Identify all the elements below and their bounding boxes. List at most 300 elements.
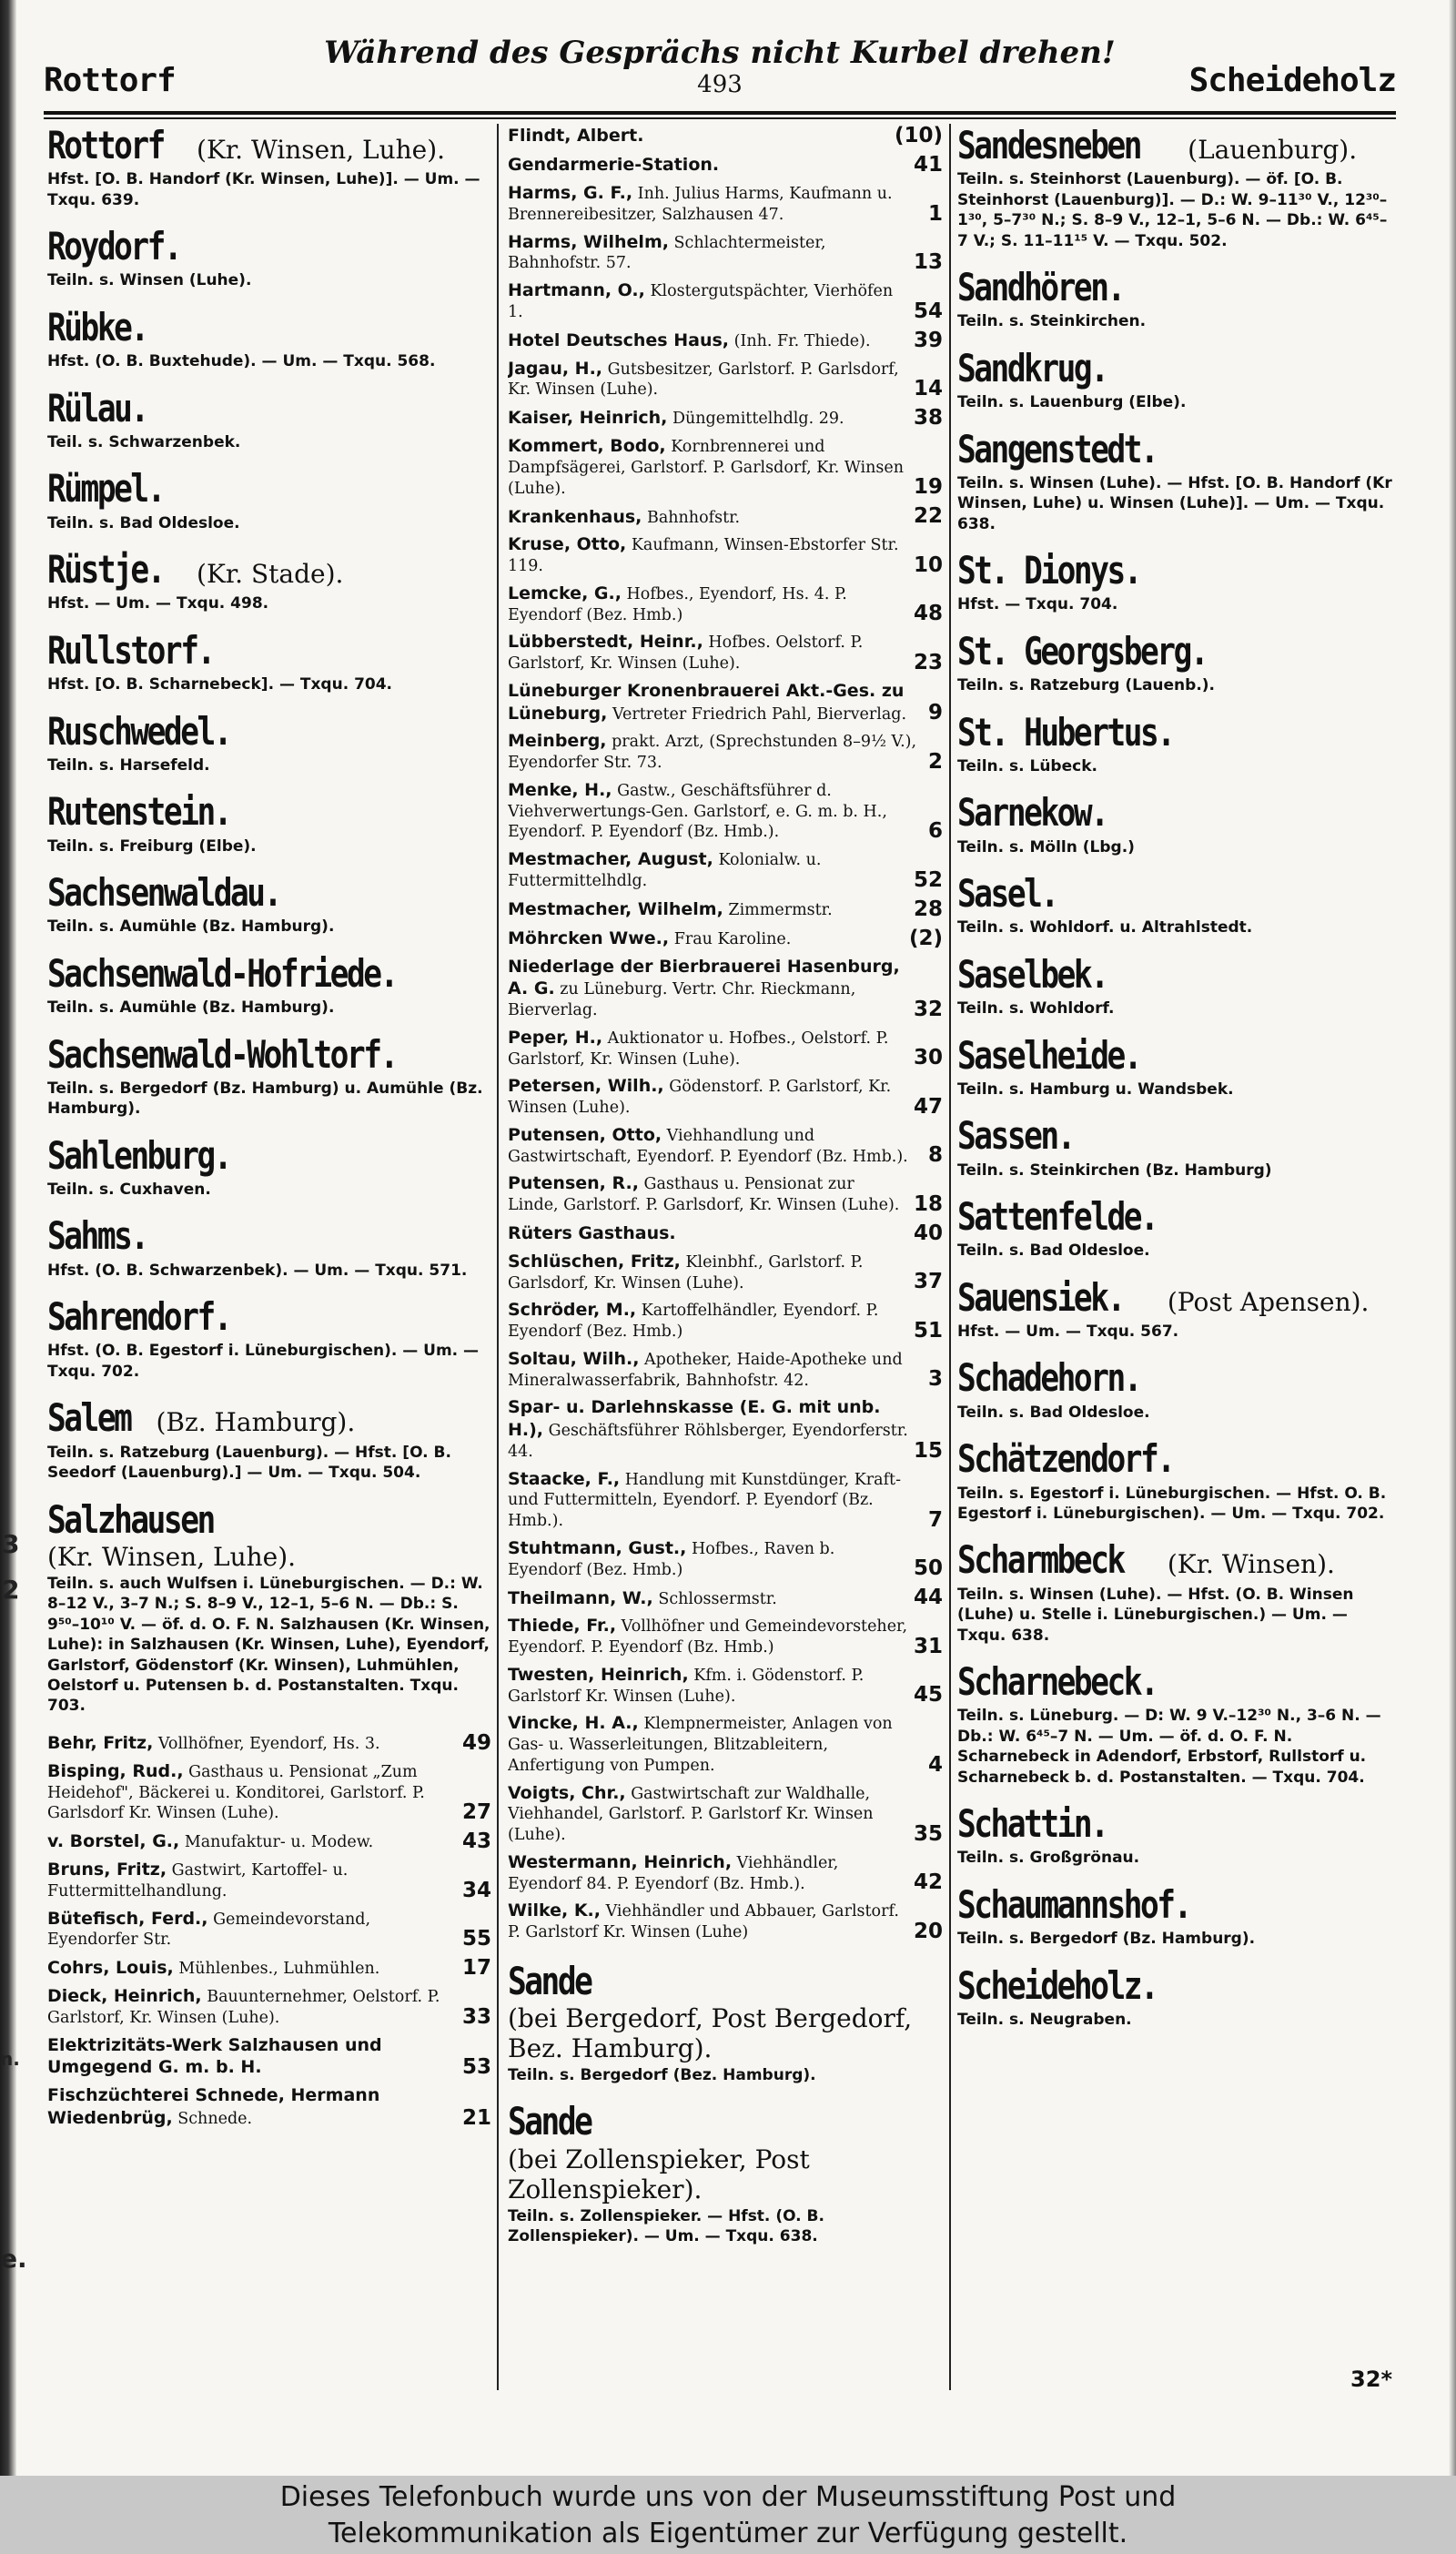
place-entry (47, 387, 491, 453)
phone-number: 10 (913, 552, 943, 577)
place-details: Teiln. s. Egestorf i. Lüneburgischen. — Hfst. O. B. Egestorf i. Lüneburgischen). — Um. — Txqu. 702. (957, 1484, 1387, 1523)
place-details: Hfst. (O. B. Schwarzenbek). — Um. — Txqu. 571. (47, 1261, 468, 1280)
place-name: Sauensiek. (957, 1274, 1124, 1320)
place-details: Teiln. s. Neugraben. (957, 2010, 1132, 2029)
subscriber-name: Harms, Wilhelm, (508, 231, 669, 252)
place-entry (957, 1802, 1396, 1869)
subscriber-name: Krankenhaus, (508, 506, 642, 527)
subscriber-entry (508, 504, 943, 528)
place-entry (47, 1214, 491, 1281)
subscriber-entry (47, 1859, 491, 1902)
place-name: St. Dionys. (957, 548, 1141, 593)
subscriber-text (508, 1124, 923, 1168)
place-entry (957, 1964, 1396, 2031)
phone-number: 51 (913, 1318, 943, 1343)
phone-number: 23 (913, 650, 943, 674)
sheet-number: 32* (1350, 2367, 1392, 2392)
place-entry (957, 791, 1396, 857)
place-heading (957, 1114, 1396, 1158)
archive-notice-line: Telekommunikation als Eigentümer zur Verfügung gestellt. (328, 2518, 1128, 2549)
place-name: Schattin. (957, 1801, 1107, 1847)
subscriber-description: Handlung mit Kunstdünger, Kraft- und Futtermitteln, Eyendorf. P. Eyendorf (Bz. Hmb.). (508, 1470, 901, 1530)
phone-number: 54 (913, 299, 943, 323)
subscriber-name: Petersen, Wilh., (508, 1076, 664, 1097)
place-entry (957, 1356, 1396, 1423)
subscriber-text (508, 631, 908, 674)
place-heading (47, 1498, 491, 1572)
subscriber-name: Bisping, Rud., (47, 1760, 184, 1781)
place-details: Teiln. s. Steinkirchen (Bz. Hamburg) (957, 1160, 1272, 1180)
subscriber-name: Lemcke, G., (508, 583, 622, 603)
place-name: Rutenstein. (47, 789, 231, 835)
subscriber-text (508, 231, 908, 275)
margin-mark: n. (0, 2048, 20, 2070)
place-entry (957, 1660, 1396, 1788)
place-name: Saselheide. (957, 1032, 1141, 1078)
place-heading (957, 872, 1396, 916)
place-entry (47, 124, 491, 210)
place-entry (957, 1034, 1396, 1100)
subscriber-name: Putensen, R., (508, 1173, 639, 1194)
subscriber-description: Schnede. (177, 2109, 253, 2128)
margin-mark: e. (0, 2244, 27, 2274)
place-details: Teil. s. Schwarzenbek. (47, 432, 241, 451)
subscriber-description: Frau Karoline. (673, 929, 792, 948)
subscriber-entry (47, 1908, 491, 1951)
subscriber-entry (508, 1172, 943, 1216)
subscriber-description: Vollhöfner und Gemeindevorsteher, Eyendorf. P. Eyendorf (Bz. Hmb.) (508, 1617, 908, 1657)
subscriber-entry (508, 927, 943, 950)
subscriber-text (508, 848, 908, 892)
subscriber-name: Niederlage der Bierbrauerei Hasenburg, A. G. (508, 956, 900, 999)
place-entry (47, 952, 491, 1019)
subscriber-description: Gastw., Geschäftsführer d. Viehverwertungs-Gen. Garlstorf, e. G. m. b. H., Eyendorf. P. Eyendorf (Bz. Hmb.). (508, 781, 887, 842)
place-name: Sattenfelde. (957, 1194, 1158, 1239)
place-details: Teiln. s. Bergedorf (Bz. Hamburg) u. Aumühle (Bz. Hamburg). (47, 1079, 483, 1119)
header-rule (44, 111, 1396, 115)
place-details: Teiln. s. Winsen (Luhe). — Hfst. (O. B. Winsen (Luhe) u. Stelle i. Lüneburgischen.) — Um. — Txqu. 638. (957, 1585, 1354, 1645)
subscriber-entry (508, 153, 943, 177)
phone-number: 19 (913, 475, 943, 500)
subscriber-entry (508, 1251, 943, 1294)
place-entry (957, 1883, 1396, 1950)
subscriber-name: Kommert, Bodo, (508, 436, 666, 456)
subscriber-name: Thiede, Fr., (508, 1616, 617, 1637)
phone-number: 21 (461, 2105, 491, 2130)
subscriber-description: Kfm. i. Gödenstorf. P. Garlstorf Kr. Winsen (Luhe). (508, 1666, 864, 1706)
place-heading (957, 1660, 1396, 1704)
subscriber-name: Flindt, Albert. (508, 126, 644, 147)
place-heading (47, 467, 491, 511)
subscriber-description: Kornbrennerei und Dampfsägerei, Garlstorf. P. Garlsdorf, Kr. Winsen (Luhe). (508, 438, 905, 498)
place-details: Teiln. s. Ratzeburg (Lauenb.). (957, 676, 1216, 695)
subscriber-description: Gödenstorf. P. Garlstorf, Kr. Winsen (Luhe). (508, 1078, 892, 1117)
phone-number: 15 (913, 1438, 943, 1463)
place-qualifier: (Kr. Winsen). (1167, 1549, 1335, 1580)
place-heading (957, 791, 1396, 835)
subscriber-text (508, 506, 908, 529)
subscriber-text (508, 1299, 908, 1343)
column-divider (497, 124, 499, 2390)
place-name: Salzhausen (47, 1496, 214, 1542)
subscriber-text (47, 1908, 457, 1951)
place-name: Schadehorn. (957, 1355, 1141, 1401)
header-right-keyword: Scheideholz (1188, 62, 1396, 99)
place-details: Teiln. s. Steinhorst (Lauenburg). — öf. [O. B. Steinhorst (Lauenburg)]. — D.: W. 9–11³⁰ V., 12³⁰–1³⁰, 5–7³⁰ N.; S. 8–9 V., 12–1, 5–6 N. — Db.: W. 6⁴⁵–7 V.; S. 11–11¹⁵ V. — Txqu. 502. (957, 170, 1388, 250)
subscriber-entry (508, 848, 943, 892)
place-heading (957, 630, 1396, 674)
page-number: 493 (697, 71, 743, 98)
subscriber-description: Gastwirt, Kartoffel- u. Futtermittelhandlung. (47, 1861, 349, 1900)
place-details: Teiln. s. Bad Oldesloe. (957, 1403, 1150, 1422)
subscriber-description: Viehhändler und Abbauer, Garlstorf. P. Garlstorf Kr. Winsen (Luhe) (508, 1902, 899, 1941)
place-name: Sandhören. (957, 265, 1124, 310)
subscriber-text (508, 779, 923, 843)
phone-number: 50 (913, 1556, 943, 1581)
phone-number: 43 (461, 1829, 491, 1854)
subscriber-entry (508, 1075, 943, 1119)
subscriber-entry (508, 358, 943, 401)
place-name: Sachsenwaldau. (47, 870, 280, 916)
subscriber-entry (508, 956, 943, 1021)
subscriber-text (508, 329, 908, 352)
phone-number: 34 (461, 1878, 491, 1902)
subscriber-text (508, 279, 908, 323)
subscriber-name: Fischzüchterei Schnede, Hermann Wiedenbrüg, (47, 2085, 380, 2128)
place-entry (47, 629, 491, 695)
place-details: Teiln. s. Hamburg u. Wandsbek. (957, 1079, 1234, 1099)
place-heading (957, 428, 1396, 471)
phone-number: 9 (927, 701, 943, 725)
place-name: Sangenstedt. (957, 426, 1158, 471)
place-name: Rottorf (47, 124, 164, 167)
subscriber-entry (508, 631, 943, 674)
subscriber-entry (508, 279, 943, 323)
subscriber-description: Düngemittelhdlg. 29. (672, 410, 844, 429)
subscriber-text (508, 1348, 923, 1392)
subscriber-text (47, 2034, 457, 2080)
subscriber-description: Kaufmann, Winsen-Ebstorfer Str. 119. (508, 536, 899, 575)
subscriber-text (508, 154, 908, 177)
place-heading (957, 711, 1396, 755)
subscriber-text (47, 2084, 457, 2130)
phone-number: 6 (927, 819, 943, 843)
subscriber-name: Spar- u. Darlehnskasse (E. G. mit unb. H.), (508, 1397, 881, 1440)
place-entry (957, 1276, 1396, 1343)
place-details: Teiln. s. Bergedorf (Bez. Hamburg). (508, 2066, 816, 2085)
place-name: St. Georgsberg. (957, 628, 1208, 674)
place-entry (957, 872, 1396, 938)
subscriber-entry (508, 1221, 943, 1245)
place-heading (957, 124, 1396, 167)
subscriber-name: Jagau, H., (508, 358, 603, 379)
subscriber-name: Peper, H., (508, 1027, 603, 1048)
phone-number: 52 (913, 867, 943, 892)
phone-number: 27 (461, 1800, 491, 1825)
subscriber-name: Schröder, M., (508, 1300, 637, 1321)
place-details: Hfst. (O. B. Egestorf i. Lüneburgischen). — Um. — Txqu. 702. (47, 1342, 480, 1381)
subscriber-text (508, 730, 923, 774)
place-details: Teiln. s. Lüneburg. — D: W. 9 V.–12³⁰ N., 3–6 N. — Db.: W. 6⁴⁵–7 N. — Um. — öf. d. O. F. N. Scharnebeck in Adendorf, Erbstorf, Rullstorf u. Scharnebeck b. d. Postanstalten. — Txqu. 704. (957, 1707, 1381, 1787)
subscriber-name: Schlüschen, Fritz, (508, 1251, 681, 1272)
place-heading (47, 1214, 491, 1258)
subscriber-description: Schlachtermeister, Bahnhofstr. 57. (508, 233, 826, 273)
place-entry (47, 306, 491, 372)
phone-number: 53 (461, 2055, 491, 2080)
phone-number: 7 (927, 1507, 943, 1532)
archive-notice (0, 2476, 1456, 2554)
subscriber-text (508, 533, 908, 577)
place-heading (47, 952, 491, 996)
place-name: Salem (47, 1395, 131, 1441)
subscriber-entry (508, 897, 943, 921)
subscriber-description: Gemeindevorstand, Eyendorfer Str. (47, 1910, 371, 1950)
place-details: Teiln. s. Harsefeld. (47, 755, 210, 775)
subscriber-description: Gastwirtschaft zur Waldhalle, Viehhandel, Garlstorf. P. Garlstorf Kr. Winsen (Luhe). (508, 1784, 874, 1844)
subscriber-entry (508, 730, 943, 774)
phone-number: 44 (913, 1586, 943, 1610)
place-entry (47, 1396, 491, 1483)
subscriber-name: Staacke, F., (508, 1468, 621, 1489)
subscriber-description: (Inh. Fr. Thiede). (733, 331, 871, 350)
phone-number: 8 (927, 1143, 943, 1168)
subscriber-description: Gutsbesitzer, Garlstorf. P. Garlsdorf, Kr. Winsen (Luhe). (508, 360, 899, 400)
place-entry (47, 871, 491, 937)
place-details: Teiln. s. Winsen (Luhe). — Hfst. [O. B. Handorf (Kr Winsen, Luhe) u. Winsen (Luhe)]. — Um. — Txqu. 638. (957, 473, 1392, 533)
place-entry (957, 1437, 1396, 1524)
subscriber-entry (47, 1956, 491, 1980)
subscriber-name: Putensen, Otto, (508, 1124, 662, 1145)
subscriber-description: Klostergutspächter, Vierhöfen 1. (508, 282, 894, 321)
place-entry (508, 1960, 943, 2086)
subscriber-name: Hotel Deutsches Haus, (508, 329, 730, 350)
subscriber-name: Kaiser, Heinrich, (508, 408, 668, 429)
place-details: Teiln. s. Winsen (Luhe). (47, 271, 252, 290)
place-details: Teiln. s. Bergedorf (Bz. Hamburg). (957, 1930, 1256, 1949)
subscriber-name: Bütefisch, Ferd., (47, 1908, 208, 1929)
subscriber-text (508, 898, 908, 921)
subscriber-text (508, 583, 908, 626)
phone-number: 49 (461, 1730, 491, 1755)
subscriber-text (508, 927, 904, 950)
subscriber-name: Lübberstedt, Heinr., (508, 632, 703, 653)
subscriber-text (47, 1830, 457, 1853)
place-entry (957, 953, 1396, 1019)
phone-number: 39 (913, 328, 943, 352)
subscriber-text (508, 680, 923, 725)
phone-number: 35 (913, 1821, 943, 1846)
subscriber-entry (508, 779, 943, 843)
subscriber-text (508, 125, 889, 147)
place-name: Sandkrug. (957, 345, 1107, 390)
place-entry (508, 2100, 943, 2246)
subscriber-text (508, 1587, 908, 1610)
place-name: Sassen. (957, 1113, 1074, 1159)
subscriber-description: Gasthaus u. Pensionat zur Linde, Garlstorf. P. Garlsdorf, Kr. Winsen (Luhe). (508, 1175, 900, 1214)
place-details: Hfst. — Txqu. 704. (957, 595, 1118, 614)
subscriber-entry (508, 1586, 943, 1609)
subscriber-name: Gendarmerie-Station. (508, 155, 720, 176)
column-1 (47, 124, 491, 2417)
phone-number: 28 (913, 897, 943, 921)
phone-number: 14 (913, 377, 943, 400)
subscriber-description: Hofbes. Oelstorf. P. Garlstorf, Kr. Winsen (Luhe). (508, 633, 864, 673)
subscriber-description: prakt. Arzt, (Sprechstunden 8–9½ V.), Eyendorfer Str. 73. (508, 733, 917, 772)
subscriber-text (508, 1712, 923, 1776)
place-entry (957, 1195, 1396, 1262)
subscriber-entry (508, 1027, 943, 1070)
subscriber-entry (508, 680, 943, 725)
place-name: Sahrendorf. (47, 1294, 231, 1340)
subscriber-name: Wilke, K., (508, 1900, 601, 1921)
place-name: Scharmbeck (957, 1537, 1124, 1583)
place-heading (47, 871, 491, 915)
place-heading (47, 387, 491, 431)
subscriber-description: Viehhandlung und Gastwirtschaft, Eyendorf. P. Eyendorf (Bz. Hmb.). (508, 1126, 908, 1166)
subscriber-text (508, 1537, 908, 1581)
subscriber-entry (508, 1468, 943, 1532)
scan-binding-edge (0, 0, 16, 2476)
phone-number: 42 (913, 1870, 943, 1895)
subscriber-name: Menke, H., (508, 779, 612, 800)
subscriber-text (508, 1900, 908, 1943)
phone-number: 31 (913, 1634, 943, 1658)
place-heading (47, 790, 491, 834)
subscriber-description: Inh. Julius Harms, Kaufmann u. Brennereibesitzer, Salzhausen 47. (508, 185, 893, 224)
phone-number: 13 (913, 250, 943, 274)
subscriber-description: Kartoffelhändler, Eyendorf. P. Eyendorf (Bez. Hmb.) (508, 1302, 879, 1341)
place-heading (957, 347, 1396, 390)
subscriber-text (47, 1732, 457, 1755)
place-qualifier: (Kr. Stade). (197, 559, 344, 590)
subscriber-entry (508, 1537, 943, 1581)
place-name: Schaumannshof. (957, 1881, 1190, 1927)
place-qualifier: (bei Bergedorf, Post Bergedorf, Bez. Hamburg). (508, 2003, 913, 2064)
subscriber-entry (508, 182, 943, 226)
phone-number: 38 (913, 406, 943, 430)
place-name: Schätzendorf. (957, 1436, 1174, 1482)
place-entry (47, 1134, 491, 1201)
header-motto: Während des Gesprächs nicht Kurbel drehen! (324, 35, 1116, 71)
subscriber-text (508, 956, 908, 1021)
place-name: Sande (508, 1958, 592, 2003)
subscriber-description: zu Lüneburg. Vertr. Chr. Rieckmann, Bierverlag. (508, 980, 856, 1019)
place-qualifier: (Kr. Winsen, Luhe). (47, 1541, 297, 1572)
place-entry (47, 1498, 491, 1717)
subscriber-text (508, 1782, 908, 1846)
subscriber-entry (508, 1712, 943, 1776)
place-heading (957, 1538, 1396, 1582)
subscriber-text (508, 1468, 923, 1532)
place-details: Hfst. — Um. — Txqu. 567. (957, 1323, 1179, 1342)
phone-number: 22 (913, 504, 943, 529)
subscriber-description: Manufaktur- u. Modew. (184, 1833, 374, 1852)
place-details: Teiln. s. Lauenburg (Elbe). (957, 393, 1187, 412)
place-name: Sande (508, 2099, 592, 2144)
subscriber-entry (47, 1985, 491, 2029)
subscriber-text (508, 182, 923, 226)
subscriber-name: Theilmann, W., (508, 1587, 653, 1608)
place-heading (957, 1356, 1396, 1400)
place-details: Teiln. s. Wohldorf. u. Altrahlstedt. (957, 918, 1253, 937)
subscriber-name: Voigts, Chr., (508, 1782, 626, 1803)
place-entry (957, 1538, 1396, 1646)
place-details: Teiln. s. Aumühle (Bz. Hamburg). (47, 917, 335, 937)
subscriber-description: Apotheker, Haide-Apotheke und Mineralwasserfabrik, Bahnhofstr. 42. (508, 1350, 903, 1390)
subscriber-text (508, 358, 908, 401)
subscriber-description: Kleinbhf., Garlstorf. P. Garlsdorf, Kr. Winsen (Luhe). (508, 1252, 864, 1292)
subscriber-description: Mühlenbes., Luhmühlen. (178, 1960, 380, 1979)
place-details: Teiln. s. Freiburg (Elbe). (47, 836, 257, 856)
place-name: Sahlenburg. (47, 1132, 231, 1178)
place-heading (957, 1034, 1396, 1078)
subscriber-name: Twesten, Heinrich, (508, 1664, 689, 1685)
place-entry (957, 630, 1396, 696)
place-details: Teiln. s. Steinkirchen. (957, 312, 1147, 331)
subscriber-name: Bruns, Fritz, (47, 1860, 167, 1880)
subscriber-entry (508, 1782, 943, 1846)
subscriber-name: Rüters Gasthaus. (508, 1223, 676, 1243)
place-heading (508, 1960, 943, 2063)
place-entry (47, 225, 491, 291)
subscriber-name: Lüneburger Kronenbrauerei Akt.-Ges. zu Lüneburg, (508, 680, 905, 724)
place-details: Teiln. s. auch Wulfsen i. Lüneburgischen. — D.: W. 8–12 V., 3–7 N.; S. 8–9 V., 12–1, 5–6 N. — Db.: S. 9⁵⁰–10¹⁰ V. — öf. d. O. F. N. Salzhausen (Kr. Winsen, Luhe): in Salzhausen (Kr. Winsen, Luhe), Eyendorf, Garlstorf, Gödenstorf (Kr. Winsen), Luhmühlen, Oelstorf u. Putensen b. d. Postanstalten. Txqu. 703. (47, 1574, 490, 1716)
margin-mark: 2 (2, 1575, 20, 1605)
place-entry (47, 548, 491, 614)
subscriber-entry (508, 1615, 943, 1658)
phone-number: 32 (913, 997, 943, 1021)
subscriber-description: Gasthaus u. Pensionat „Zum Heidehof", Bäckerei u. Konditorei, Garlstorf. P. Garlsdorf Kr. Winsen (Luhe). (47, 1762, 425, 1823)
subscriber-description: Schlossermstr. (658, 1589, 777, 1608)
subscriber-name: Stuhtmann, Gust., (508, 1537, 687, 1558)
margin-mark: 3 (2, 1529, 20, 1559)
phone-number: 2 (927, 749, 943, 774)
place-entry (957, 549, 1396, 615)
header-rule (44, 117, 1396, 119)
place-heading (47, 1134, 491, 1178)
place-name: Sachsenwald-Wohltorf. (47, 1031, 397, 1077)
place-name: Sarnekow. (957, 790, 1107, 836)
subscriber-name: Cohrs, Louis, (47, 1958, 174, 1979)
place-heading (47, 548, 491, 592)
subscriber-entry (508, 1851, 943, 1895)
place-heading (957, 549, 1396, 593)
place-name: Roydorf. (47, 224, 181, 269)
place-details: Hfst. [O. B. Scharnebeck]. — Txqu. 704. (47, 675, 393, 694)
place-heading (47, 306, 491, 350)
place-heading (47, 1396, 491, 1440)
column-2 (508, 124, 943, 2417)
place-entry (957, 347, 1396, 413)
subscriber-entry (508, 231, 943, 275)
place-qualifier: (bei Zollenspieker, Post Zollenspieker). (508, 2144, 810, 2204)
place-heading (957, 1883, 1396, 1927)
place-entry (957, 711, 1396, 777)
place-heading (47, 1033, 491, 1077)
phone-number: 3 (927, 1367, 943, 1392)
place-entry (47, 1295, 491, 1382)
phone-number: 48 (913, 602, 943, 626)
subscriber-name: Vincke, H. A., (508, 1713, 639, 1734)
subscriber-name: Hartmann, O., (508, 280, 645, 300)
phone-number: 55 (461, 1927, 491, 1951)
place-heading (957, 1276, 1396, 1320)
place-entry (47, 1033, 491, 1120)
phone-number: 20 (913, 1919, 943, 1943)
column-divider (949, 124, 951, 2390)
place-name: St. Hubertus. (957, 709, 1174, 755)
place-name: Scharnebeck. (957, 1658, 1158, 1704)
